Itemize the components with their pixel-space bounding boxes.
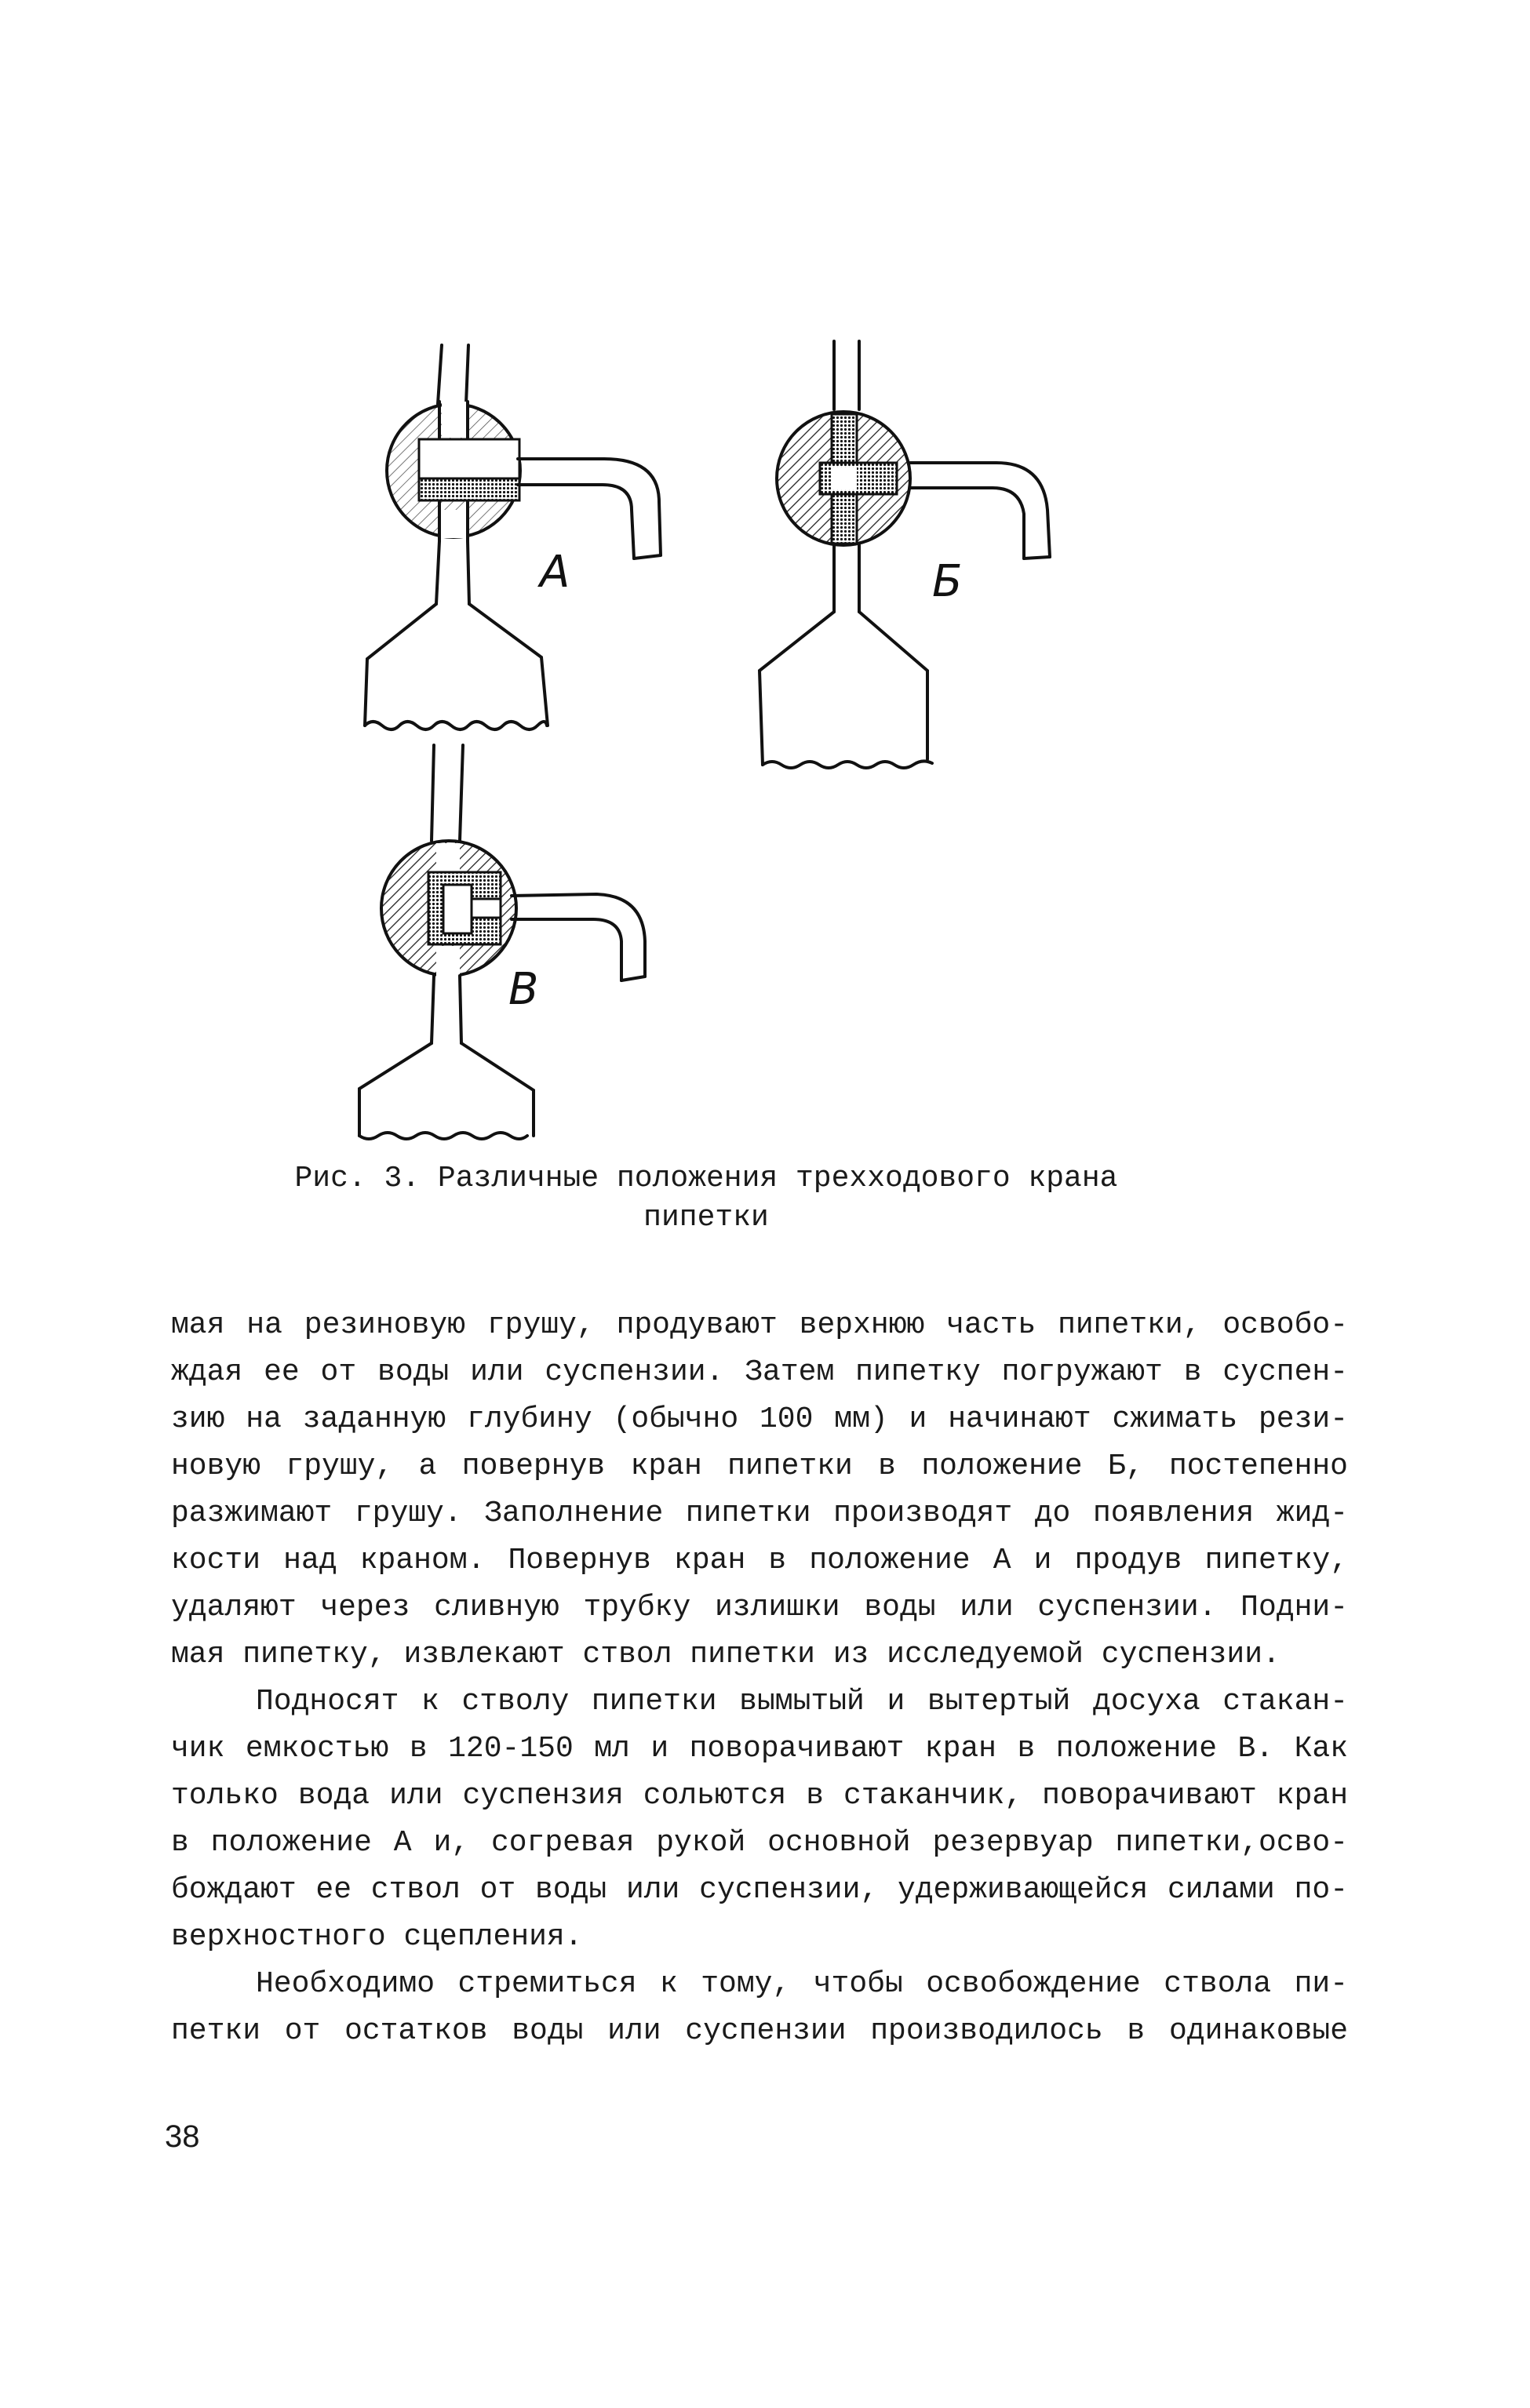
paragraph-1-line: ждая ее от воды или суспензии. Затем пипетку погружают в суспен- — [171, 1355, 1348, 1389]
paragraph-1-line: мая пипетку, извлекают ствол пипетки из исследуемой суспензии. — [171, 1638, 1280, 1671]
figure-three-way-valve — [0, 0, 1530, 1161]
paragraph-3-line: петки от остатков воды или суспензии производилось в одинаковые — [171, 2014, 1348, 2048]
paragraph-1-line: кости над краном. Повернув кран в положение А и продув пипетку, — [171, 1544, 1348, 1577]
paragraph-1-line: разжимают грушу. Заполнение пипетки производят до появления жид- — [171, 1497, 1348, 1530]
page-number: 38 — [165, 2119, 200, 2154]
pipette-diagram-c — [359, 745, 645, 1139]
body-text — [171, 1302, 1348, 2055]
pipette-diagram-b — [760, 341, 1050, 768]
paragraph-1-line: удаляют через сливную трубку излишки воды или суспензии. Подни- — [171, 1591, 1348, 1624]
paragraph-3-line: Необходимо стремиться к тому, чтобы освобождение ствола пи- — [256, 1967, 1348, 2001]
figure-label-c: В — [508, 964, 539, 1015]
figure-label-b: Б — [932, 556, 963, 607]
paragraph-1-line: зию на заданную глубину (обычно 100 мм) и начинают сжимать рези- — [171, 1402, 1348, 1436]
paragraph-2-line: Подносят к стволу пипетки вымытый и вытертый досуха стакан- — [256, 1685, 1348, 1719]
figure-label-a: А — [540, 547, 570, 598]
figure-caption-line-2: пипетки — [643, 1201, 769, 1235]
paragraph-2-line: в положение А и, согревая рукой основной резервуар пипетки,осво- — [171, 1826, 1348, 1860]
paragraph-1-line: мая на резиновую грушу, продувают верхнюю часть пипетки, освобо- — [171, 1308, 1348, 1342]
paragraph-2-line: только вода или суспензия сольются в стаканчик, поворачивают кран — [171, 1779, 1348, 1813]
paragraph-1-line: новую грушу, а повернув кран пипетки в положение Б, постепенно — [171, 1450, 1348, 1483]
pipette-diagram-a — [365, 345, 661, 729]
figure-caption-line-1: Рис. 3. Различные положения трехходового крана — [294, 1162, 1118, 1195]
paragraph-2-line: бождают ее ствол от воды или суспензии, удерживающейся силами по- — [171, 1873, 1348, 1907]
figure-caption — [259, 1159, 1153, 1238]
paragraph-2-line: верхностного сцепления. — [171, 1920, 583, 1954]
paragraph-2-line: чик емкостью в 120-150 мл и поворачивают кран в положение В. Как — [171, 1732, 1348, 1766]
